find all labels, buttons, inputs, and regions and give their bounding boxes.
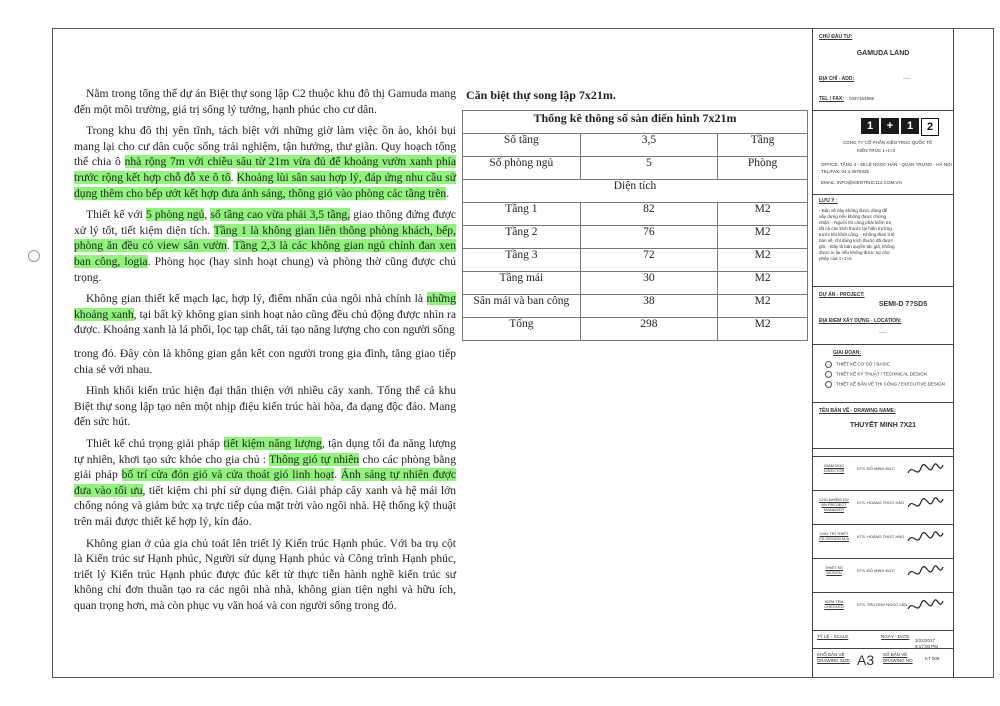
paragraph — [74, 436, 456, 530]
cell-label: Tầng 1 — [463, 203, 581, 226]
cell-unit: M2 — [718, 272, 808, 295]
paragraph — [74, 291, 456, 338]
company-name: CÔNG TY CỔ PHẦN KIẾN TRÚC QUỐC TẾ — [843, 140, 933, 145]
signer-role: THIẾT KẾ DESIGN — [825, 565, 843, 575]
text-segment: , tiết kiệm chi phí sử dụng điện. Giải pháp cây xanh và hệ mái lớn chống nóng và giảm bức xạ trực tiếp của mặt trời vào ngôi nhà. Hệ thống kỹ thuật trên mái được thiết kế hợp lý, kín đáo. — [74, 483, 456, 528]
scale-label: TỶ LỆ - SCALE — [817, 634, 849, 639]
address-label: ĐỊA CHỈ - ADD: — [819, 76, 855, 82]
cell-unit: Phòng — [718, 157, 808, 180]
signer-row — [813, 456, 953, 483]
office-address: OFFICE: TẦNG 4 - 38 LÊ NGỌC HÂN - QUẬN TRƯNG - HÀ NỘI — [821, 162, 952, 167]
radio-icon — [825, 371, 832, 378]
cell-value: 72 — [580, 249, 718, 272]
text-segment: , tận dụng tối đa năng lượng tự nhiên, khơi tạo sức khỏe cho gia chủ : — [74, 436, 457, 466]
cell-label: Tầng 3 — [463, 249, 581, 272]
table-row — [463, 318, 808, 341]
paragraph — [74, 536, 456, 614]
cell-value: 38 — [580, 295, 718, 318]
notes-text: - Bản vẽ này không được dùng để xây dựng nếu không được chứng nhận. - Người thi công phải kiểm tra tất cả các kích thước tại hiện trường trước khi khởi công. - Không theo tỉ lệ bản vẽ, chỉ dùng kích thước đã được ghi. - Đây là bản quyền tác giả, không được in lại nếu không được sự cho phép của 1+1>2. — [819, 208, 895, 261]
text-segment: cho các phòng bằng giải pháp — [74, 452, 457, 482]
signature-icon — [905, 527, 945, 549]
paragraph — [74, 383, 456, 430]
paragraph — [74, 123, 456, 201]
drawing-name-value: THUYẾT MINH 7X21 — [849, 422, 917, 429]
cell-label: Tầng 2 — [463, 226, 581, 249]
company-sub: KIẾN TRÚC 1+1>2 — [857, 148, 896, 153]
binder-hole-icon — [28, 250, 40, 262]
address-value: ----- — [903, 76, 911, 81]
text-segment: Trong khu đô thị yên tĩnh, tách biệt với những giờ làm việc ồn ào, khói bụi mang lại cho cư dân cuộc sống trải nghiệm, tận hưởng, thư giãn. Quy hoạch tổng thể chia ô — [74, 124, 456, 169]
stage-label: GIAI ĐOẠN: — [833, 350, 862, 356]
signer-name: KTS. HOÀNG THỨC HẢO — [857, 534, 905, 539]
cell-label: Số tầng — [463, 134, 581, 157]
cell-unit: Tầng — [718, 134, 808, 157]
signer-row — [813, 524, 953, 551]
cell-label: Tổng — [463, 318, 581, 341]
location-label: ĐỊA ĐIỂM XÂY DỰNG - LOCATION: — [819, 318, 902, 324]
cell-unit: M2 — [718, 226, 808, 249]
text-segment: , — [204, 208, 211, 222]
area-header: Diện tích — [463, 180, 808, 203]
cell-value: 76 — [580, 226, 718, 249]
table-row — [463, 134, 808, 157]
cell-value: 5 — [580, 157, 718, 180]
highlighted-text: tiết kiệm năng lượng — [223, 436, 322, 450]
signer-name: KTS. ĐỖ MINH ĐỨC — [857, 568, 895, 573]
table-row — [463, 295, 808, 318]
text-segment: Hình khối kiến trúc hiện đại thân thiện với nhiều cây xanh. Tổng thể cả khu Biệt thự song lập tạo nên một nhịp điệu kiến trúc hài hòa, đa dạng độc đáo. Mang đến sức hút. — [74, 384, 456, 429]
text-segment: . Phòng học (hay sinh hoạt chung) và phòng thờ cũng được chú trọng. — [74, 254, 456, 284]
text-segment: . — [334, 468, 341, 482]
office-telfax: TEL/FAX: 04.4.3978425 — [821, 169, 870, 174]
highlighted-text: Thông gió tự nhiên — [269, 452, 360, 466]
notes-label: LƯU Ý : — [819, 198, 838, 204]
radio-icon — [825, 361, 832, 368]
signature-icon — [905, 493, 945, 515]
highlighted-text: Khoảng lùi sân sau hợp lý, đáp ứng nhu cầu sử dụng thêm cho bếp ướt kết hợp đưa ánh sáng, thông gió vào phòng các tầng trên — [74, 170, 457, 200]
cell-value: 82 — [580, 203, 718, 226]
title-block — [812, 28, 954, 678]
table-row — [463, 203, 808, 226]
highlighted-text: nhà rộng 7m với chiều sâu từ 21m vừa đủ để khoảng vườn xanh phía trước rộng kết hợp chỗ đỗ xe ô tô — [74, 155, 457, 184]
text-segment: Nằm trong tổng thể dự án Biệt thự song lập C2 thuộc khu đô thị Gamuda mang đến một môi trường, giá trị sống lý tưởng, hạnh phúc cho cư dân. — [74, 87, 456, 116]
signer-name: KTS. TRƯƠNG NGỌC LÂN — [857, 602, 908, 607]
number-value: KT 005 — [925, 656, 940, 661]
table-row — [463, 157, 808, 180]
radio-icon — [825, 381, 832, 388]
signer-role: KIỂM TRA CHECKED — [824, 599, 844, 609]
table-heading: Căn biệt thự song lập 7x21m. — [466, 88, 616, 102]
size-value: A3 — [857, 652, 875, 668]
office-email: EMAIL: INFO@KIENTRUC112.COM.VN — [821, 180, 902, 185]
cell-unit: M2 — [718, 203, 808, 226]
stage-option-executive[interactable]: THIẾT KẾ BẢN VẼ THI CÔNG / EXECUTIVE DESIGN — [825, 381, 945, 388]
cell-unit: M2 — [718, 295, 808, 318]
text-segment: , tại bất kỳ không gian sinh hoạt nào cũng đều chủ động được nhìn ra được. Khoảng xanh là lá phổi, lọc tạp chất, tái tạo năng lượng cho con người sống — [74, 307, 456, 337]
signer-name: KTS. ĐỖ MINH ĐỨC — [857, 466, 895, 471]
highlighted-text: số tầng cao vừa phải 3,5 tầng, — [210, 208, 351, 222]
signer-row — [813, 558, 953, 585]
text-segment: . — [230, 170, 237, 184]
table-row — [463, 272, 808, 295]
description-text-lower — [74, 346, 456, 620]
company-logo: 1 + 1 2 — [861, 118, 939, 136]
table-row — [463, 249, 808, 272]
tel-value: 0437164808 — [849, 96, 875, 101]
highlighted-text: những khoảng xanh — [74, 292, 456, 321]
cell-label: Sân mái và ban công — [463, 295, 581, 318]
cell-unit: M2 — [718, 249, 808, 272]
paragraph — [74, 346, 456, 377]
signature-icon — [905, 595, 945, 617]
location-value: ----- — [879, 330, 887, 335]
project-label: DỰ ÁN - PROJECT: — [819, 292, 865, 298]
cell-value: 3,5 — [580, 134, 718, 157]
cell-value: 30 — [580, 272, 718, 295]
stage-option-basic[interactable]: THIẾT KẾ CƠ SỞ / BASIC — [825, 361, 890, 368]
cell-label: Số phòng ngủ — [463, 157, 581, 180]
text-segment: Không gian ở của gia chủ toát lên triết lý Kiến trúc Hạnh phúc. Với ba trụ cột là Kiến trúc sư Hạnh phúc, Người sử dụng Hạnh phúc và Công trình Hạnh phúc, triết lý Kiến trúc Hạnh phúc được đúc kết từ thực tiễn hành nghề kiến trúc sư không chỉ đơn thuần tạo ra các ngôi nhà nhà, không gian tiện nghi và hữu ích, quan trọng hơn, mà còn phục vụ văn hoá và con người sống trong đó. — [74, 536, 456, 612]
drawing-name-label: TÊN BẢN VẼ - DRAWING NAME: — [819, 408, 896, 414]
table-title: Thống kê thông số sàn điển hình 7x21m — [463, 111, 808, 134]
highlighted-text: Tầng 1 là không gian liên thông phòng khách, bếp, phòng ăn đều có view sân vườn — [74, 223, 457, 253]
signer-row — [813, 592, 953, 619]
signer-row — [813, 490, 953, 517]
highlighted-text: bố trí cửa đón gió và cửa thoát gió linh hoạt — [121, 468, 335, 482]
project-value: SEMI-D 7?SD5 — [878, 301, 928, 308]
cell-unit: M2 — [718, 318, 808, 341]
highlighted-text: 5 phòng ngủ — [145, 208, 205, 222]
date-value: 3/22/2017 5:17:00 PM — [915, 638, 939, 649]
text-segment: Thiết kế chú trọng giải pháp — [86, 436, 224, 450]
table-row — [463, 226, 808, 249]
text-segment: Không gian thiết kế mạch lạc, hợp lý, điểm nhấn của ngôi nhà chính là — [86, 292, 427, 306]
text-segment: giao thông đứng được xử lý tốt, tiết kiệm diện tích. — [74, 208, 457, 237]
signer-role: GIÁM ĐỐC DIRECTOR — [823, 463, 845, 473]
text-segment: Thiết kế với — [86, 208, 146, 222]
text-segment: . — [446, 186, 450, 200]
text-segment: trong đó. Đây còn là không gian gắn kết con người trong gia đình, tăng giao tiếp chia sẻ với nhau. — [74, 347, 456, 376]
owner-label: CHỦ ĐẦU TƯ: — [819, 34, 853, 40]
highlighted-text: Ánh sáng tự nhiên được đưa vào tối ưu — [74, 468, 457, 497]
signer-name: KTS. HOÀNG THỨC HẢO — [857, 500, 905, 505]
paragraph — [74, 207, 456, 285]
signer-role: CHỦ NHIỆM DỰ ÁN PROJECT MANAGER — [818, 497, 850, 512]
highlighted-text: Tầng 2,3 là các không gian ngủ chính đan xen ban công, logia — [74, 239, 457, 268]
cell-label: Tầng mái — [463, 272, 581, 295]
signature-icon — [905, 561, 945, 583]
owner-name: GAMUDA LAND — [856, 50, 910, 57]
paragraph — [74, 86, 456, 117]
stage-option-technical[interactable]: THIẾT KẾ KỸ THUẬT / TECHNICAL DESIGN — [825, 371, 927, 378]
description-text-upper — [74, 86, 456, 344]
cell-value: 298 — [580, 318, 718, 341]
tel-label: TEL / FAX: — [819, 96, 844, 102]
size-label: KHỔ BẢN VẼ DRAWING SIZE — [817, 652, 850, 663]
date-label: NGÀY - DATE — [881, 634, 910, 639]
number-label: SỐ BẢN VẼ DRAWING NO — [883, 652, 913, 663]
floor-stats-table — [462, 110, 808, 341]
signature-icon — [905, 459, 945, 481]
text-segment: . — [226, 239, 234, 253]
signer-role: CHỦ TRÌ THIẾT KẾ DESIGN M.A — [818, 531, 849, 541]
